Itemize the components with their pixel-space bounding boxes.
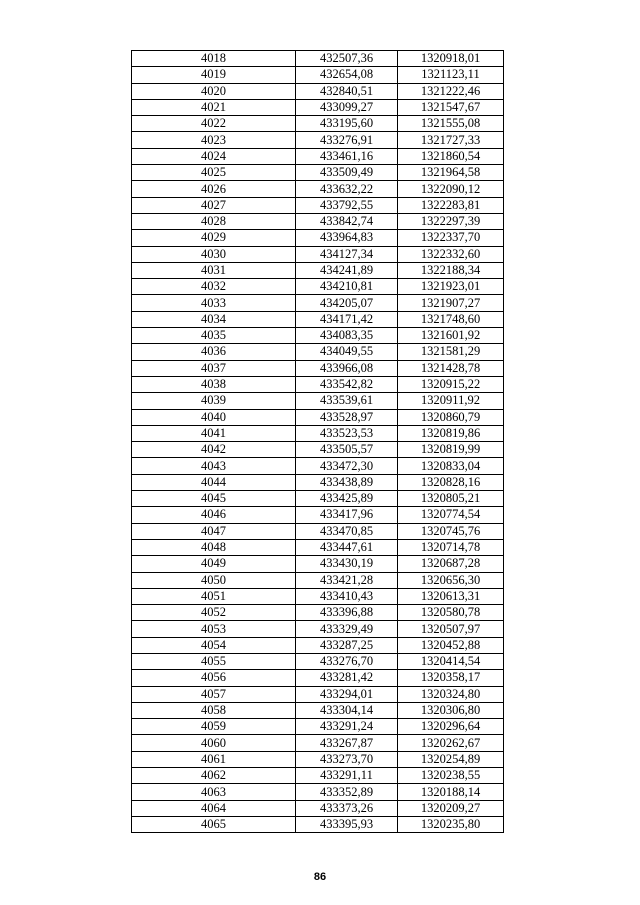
x-coordinate-cell: 433291,24 xyxy=(296,719,398,735)
x-coordinate-cell: 433417,96 xyxy=(296,507,398,523)
point-number-cell: 4053 xyxy=(132,621,296,637)
y-coordinate-cell: 1321964,58 xyxy=(398,165,504,181)
table-row xyxy=(132,328,504,344)
y-coordinate-cell: 1320860,79 xyxy=(398,409,504,425)
point-number-cell: 4052 xyxy=(132,605,296,621)
x-coordinate-cell: 432840,51 xyxy=(296,83,398,99)
table-row xyxy=(132,653,504,669)
x-coordinate-cell: 433505,57 xyxy=(296,442,398,458)
table-row xyxy=(132,686,504,702)
y-coordinate-cell: 1320745,76 xyxy=(398,523,504,539)
x-coordinate-cell: 433273,70 xyxy=(296,751,398,767)
y-coordinate-cell: 1321860,54 xyxy=(398,148,504,164)
point-number-cell: 4019 xyxy=(132,67,296,83)
table-row xyxy=(132,556,504,572)
y-coordinate-cell: 1320452,88 xyxy=(398,637,504,653)
x-coordinate-cell: 432654,08 xyxy=(296,67,398,83)
point-number-cell: 4036 xyxy=(132,344,296,360)
point-number-cell: 4039 xyxy=(132,393,296,409)
point-number-cell: 4021 xyxy=(132,99,296,115)
x-coordinate-cell: 434083,35 xyxy=(296,328,398,344)
point-number-cell: 4047 xyxy=(132,523,296,539)
y-coordinate-cell: 1322283,81 xyxy=(398,197,504,213)
y-coordinate-cell: 1321727,33 xyxy=(398,132,504,148)
x-coordinate-cell: 433294,01 xyxy=(296,686,398,702)
point-number-cell: 4023 xyxy=(132,132,296,148)
table-row xyxy=(132,474,504,490)
point-number-cell: 4051 xyxy=(132,588,296,604)
y-coordinate-cell: 1320774,54 xyxy=(398,507,504,523)
table-row xyxy=(132,425,504,441)
x-coordinate-cell: 433276,91 xyxy=(296,132,398,148)
y-coordinate-cell: 1320262,67 xyxy=(398,735,504,751)
y-coordinate-cell: 1320714,78 xyxy=(398,539,504,555)
point-number-cell: 4046 xyxy=(132,507,296,523)
x-coordinate-cell: 433291,11 xyxy=(296,768,398,784)
x-coordinate-cell: 433304,14 xyxy=(296,702,398,718)
point-number-cell: 4055 xyxy=(132,653,296,669)
x-coordinate-cell: 434205,07 xyxy=(296,295,398,311)
point-number-cell: 4063 xyxy=(132,784,296,800)
table-row xyxy=(132,197,504,213)
table-row xyxy=(132,295,504,311)
x-coordinate-cell: 433542,82 xyxy=(296,376,398,392)
table-row xyxy=(132,637,504,653)
y-coordinate-cell: 1320656,30 xyxy=(398,572,504,588)
x-coordinate-cell: 433438,89 xyxy=(296,474,398,490)
y-coordinate-cell: 1320414,54 xyxy=(398,653,504,669)
table-row xyxy=(132,491,504,507)
table-row xyxy=(132,360,504,376)
y-coordinate-cell: 1320188,14 xyxy=(398,784,504,800)
table-row xyxy=(132,311,504,327)
point-number-cell: 4042 xyxy=(132,442,296,458)
x-coordinate-cell: 433539,61 xyxy=(296,393,398,409)
table-row xyxy=(132,83,504,99)
point-number-cell: 4058 xyxy=(132,702,296,718)
y-coordinate-cell: 1322332,60 xyxy=(398,246,504,262)
x-coordinate-cell: 433461,16 xyxy=(296,148,398,164)
point-number-cell: 4034 xyxy=(132,311,296,327)
table-row xyxy=(132,376,504,392)
table-row xyxy=(132,262,504,278)
point-number-cell: 4064 xyxy=(132,800,296,816)
x-coordinate-cell: 434049,55 xyxy=(296,344,398,360)
y-coordinate-cell: 1321222,46 xyxy=(398,83,504,99)
point-number-cell: 4056 xyxy=(132,670,296,686)
table-row xyxy=(132,344,504,360)
point-number-cell: 4060 xyxy=(132,735,296,751)
y-coordinate-cell: 1321601,92 xyxy=(398,328,504,344)
point-number-cell: 4057 xyxy=(132,686,296,702)
y-coordinate-cell: 1322090,12 xyxy=(398,181,504,197)
table-row xyxy=(132,132,504,148)
table-row xyxy=(132,279,504,295)
table-row xyxy=(132,213,504,229)
table-row xyxy=(132,181,504,197)
y-coordinate-cell: 1320235,80 xyxy=(398,816,504,832)
x-coordinate-cell: 433509,49 xyxy=(296,165,398,181)
y-coordinate-cell: 1321555,08 xyxy=(398,116,504,132)
table-row xyxy=(132,605,504,621)
table-row xyxy=(132,116,504,132)
y-coordinate-cell: 1320358,17 xyxy=(398,670,504,686)
coordinates-table xyxy=(131,50,504,833)
table-row xyxy=(132,702,504,718)
y-coordinate-cell: 1320687,28 xyxy=(398,556,504,572)
x-coordinate-cell: 433329,49 xyxy=(296,621,398,637)
table-row xyxy=(132,442,504,458)
point-number-cell: 4043 xyxy=(132,458,296,474)
point-number-cell: 4044 xyxy=(132,474,296,490)
coordinates-table-body xyxy=(132,51,504,833)
y-coordinate-cell: 1320209,27 xyxy=(398,800,504,816)
x-coordinate-cell: 433276,70 xyxy=(296,653,398,669)
x-coordinate-cell: 433281,42 xyxy=(296,670,398,686)
x-coordinate-cell: 433472,30 xyxy=(296,458,398,474)
point-number-cell: 4050 xyxy=(132,572,296,588)
x-coordinate-cell: 433267,87 xyxy=(296,735,398,751)
y-coordinate-cell: 1320507,97 xyxy=(398,621,504,637)
point-number-cell: 4030 xyxy=(132,246,296,262)
point-number-cell: 4054 xyxy=(132,637,296,653)
point-number-cell: 4026 xyxy=(132,181,296,197)
y-coordinate-cell: 1320324,80 xyxy=(398,686,504,702)
table-row xyxy=(132,735,504,751)
x-coordinate-cell: 433410,43 xyxy=(296,588,398,604)
x-coordinate-cell: 433395,93 xyxy=(296,816,398,832)
page-number: 86 xyxy=(313,871,327,883)
x-coordinate-cell: 433792,55 xyxy=(296,197,398,213)
y-coordinate-cell: 1320296,64 xyxy=(398,719,504,735)
x-coordinate-cell: 433523,53 xyxy=(296,425,398,441)
point-number-cell: 4033 xyxy=(132,295,296,311)
point-number-cell: 4018 xyxy=(132,51,296,67)
x-coordinate-cell: 434127,34 xyxy=(296,246,398,262)
point-number-cell: 4065 xyxy=(132,816,296,832)
x-coordinate-cell: 433425,89 xyxy=(296,491,398,507)
x-coordinate-cell: 433430,19 xyxy=(296,556,398,572)
y-coordinate-cell: 1320915,22 xyxy=(398,376,504,392)
x-coordinate-cell: 433447,61 xyxy=(296,539,398,555)
coordinates-table-container xyxy=(131,50,503,833)
y-coordinate-cell: 1322337,70 xyxy=(398,230,504,246)
point-number-cell: 4062 xyxy=(132,768,296,784)
point-number-cell: 4045 xyxy=(132,491,296,507)
point-number-cell: 4037 xyxy=(132,360,296,376)
y-coordinate-cell: 1320828,16 xyxy=(398,474,504,490)
table-row xyxy=(132,539,504,555)
y-coordinate-cell: 1320254,89 xyxy=(398,751,504,767)
y-coordinate-cell: 1321923,01 xyxy=(398,279,504,295)
table-row xyxy=(132,800,504,816)
table-row xyxy=(132,230,504,246)
x-coordinate-cell: 433396,88 xyxy=(296,605,398,621)
y-coordinate-cell: 1321428,78 xyxy=(398,360,504,376)
x-coordinate-cell: 433195,60 xyxy=(296,116,398,132)
y-coordinate-cell: 1320805,21 xyxy=(398,491,504,507)
point-number-cell: 4059 xyxy=(132,719,296,735)
table-row xyxy=(132,458,504,474)
x-coordinate-cell: 433099,27 xyxy=(296,99,398,115)
point-number-cell: 4025 xyxy=(132,165,296,181)
table-row xyxy=(132,246,504,262)
y-coordinate-cell: 1320833,04 xyxy=(398,458,504,474)
point-number-cell: 4032 xyxy=(132,279,296,295)
y-coordinate-cell: 1320306,80 xyxy=(398,702,504,718)
y-coordinate-cell: 1322188,34 xyxy=(398,262,504,278)
table-row xyxy=(132,67,504,83)
table-row xyxy=(132,588,504,604)
table-row xyxy=(132,51,504,67)
table-row xyxy=(132,719,504,735)
y-coordinate-cell: 1320613,31 xyxy=(398,588,504,604)
point-number-cell: 4022 xyxy=(132,116,296,132)
x-coordinate-cell: 433373,26 xyxy=(296,800,398,816)
point-number-cell: 4038 xyxy=(132,376,296,392)
x-coordinate-cell: 433966,08 xyxy=(296,360,398,376)
table-row xyxy=(132,670,504,686)
y-coordinate-cell: 1320580,78 xyxy=(398,605,504,621)
point-number-cell: 4029 xyxy=(132,230,296,246)
y-coordinate-cell: 1320819,99 xyxy=(398,442,504,458)
point-number-cell: 4028 xyxy=(132,213,296,229)
table-row xyxy=(132,165,504,181)
table-row xyxy=(132,572,504,588)
point-number-cell: 4041 xyxy=(132,425,296,441)
point-number-cell: 4024 xyxy=(132,148,296,164)
x-coordinate-cell: 432507,36 xyxy=(296,51,398,67)
y-coordinate-cell: 1321581,29 xyxy=(398,344,504,360)
point-number-cell: 4031 xyxy=(132,262,296,278)
table-row xyxy=(132,816,504,832)
table-row xyxy=(132,393,504,409)
y-coordinate-cell: 1321123,11 xyxy=(398,67,504,83)
y-coordinate-cell: 1321748,60 xyxy=(398,311,504,327)
table-row xyxy=(132,99,504,115)
x-coordinate-cell: 434210,81 xyxy=(296,279,398,295)
x-coordinate-cell: 433470,85 xyxy=(296,523,398,539)
table-row xyxy=(132,621,504,637)
table-row xyxy=(132,751,504,767)
x-coordinate-cell: 434241,89 xyxy=(296,262,398,278)
point-number-cell: 4061 xyxy=(132,751,296,767)
table-row xyxy=(132,784,504,800)
table-row xyxy=(132,523,504,539)
x-coordinate-cell: 433352,89 xyxy=(296,784,398,800)
point-number-cell: 4040 xyxy=(132,409,296,425)
table-row xyxy=(132,409,504,425)
x-coordinate-cell: 433421,28 xyxy=(296,572,398,588)
point-number-cell: 4048 xyxy=(132,539,296,555)
table-row xyxy=(132,148,504,164)
table-row xyxy=(132,507,504,523)
y-coordinate-cell: 1320819,86 xyxy=(398,425,504,441)
table-row xyxy=(132,768,504,784)
x-coordinate-cell: 433842,74 xyxy=(296,213,398,229)
x-coordinate-cell: 433528,97 xyxy=(296,409,398,425)
point-number-cell: 4049 xyxy=(132,556,296,572)
point-number-cell: 4035 xyxy=(132,328,296,344)
y-coordinate-cell: 1320911,92 xyxy=(398,393,504,409)
y-coordinate-cell: 1322297,39 xyxy=(398,213,504,229)
point-number-cell: 4020 xyxy=(132,83,296,99)
y-coordinate-cell: 1320238,55 xyxy=(398,768,504,784)
point-number-cell: 4027 xyxy=(132,197,296,213)
x-coordinate-cell: 434171,42 xyxy=(296,311,398,327)
x-coordinate-cell: 433287,25 xyxy=(296,637,398,653)
y-coordinate-cell: 1320918,01 xyxy=(398,51,504,67)
x-coordinate-cell: 433964,83 xyxy=(296,230,398,246)
y-coordinate-cell: 1321547,67 xyxy=(398,99,504,115)
x-coordinate-cell: 433632,22 xyxy=(296,181,398,197)
y-coordinate-cell: 1321907,27 xyxy=(398,295,504,311)
